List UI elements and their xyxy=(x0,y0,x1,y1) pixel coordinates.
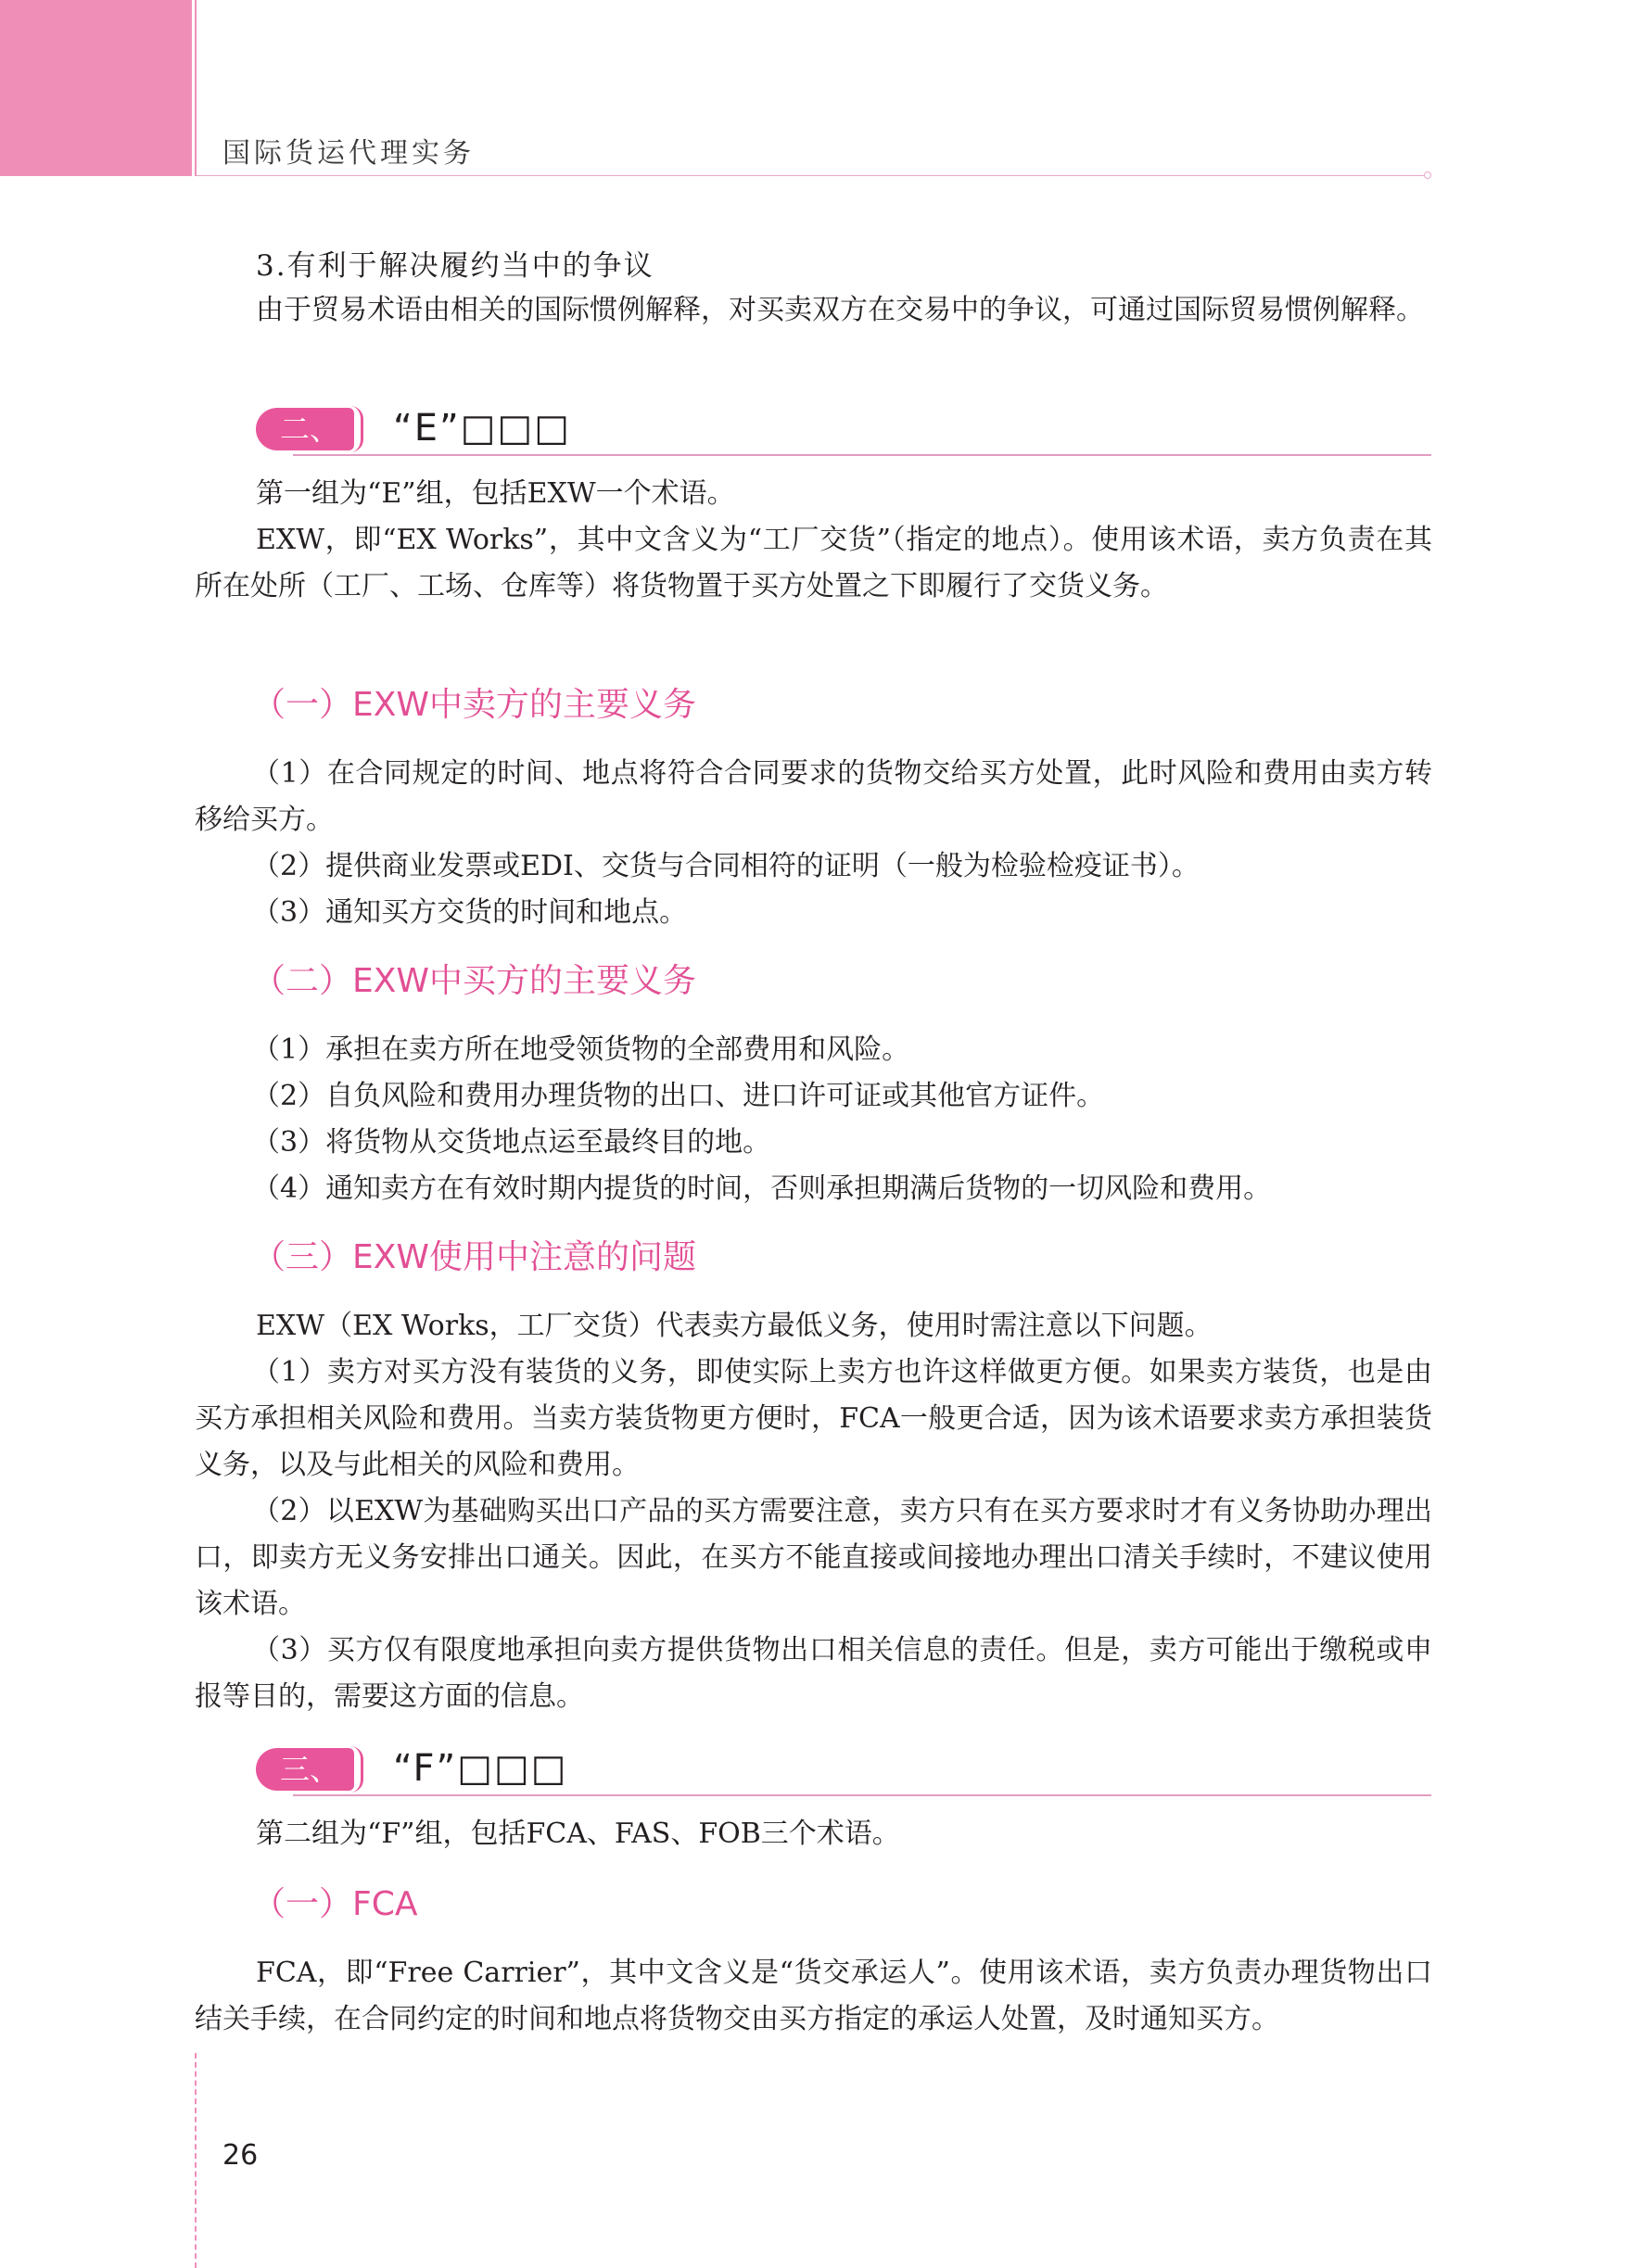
list-item: （4）通知卖方在有效时期内提货的时间，否则承担期满后货物的一切风险和费用。 xyxy=(252,1172,1272,1205)
heading-usage-notes: （三）EXW使用中注意的问题 xyxy=(252,1238,697,1276)
section2-paragraph-1: 第一组为“E”组，包括EXW一个术语。 xyxy=(256,477,735,510)
list-item: （3）将货物从交货地点运至最终目的地。 xyxy=(252,1126,771,1159)
list-item: （2）提供商业发票或EDI、交货与合同相符的证明（一般为检验检疫证书）。 xyxy=(252,850,1200,882)
section-badge: 三、 xyxy=(256,1748,354,1791)
footer-dashed-rule xyxy=(195,2053,197,2268)
header-vertical-rule xyxy=(195,0,197,176)
intro-sub-heading: 3.有利于解决履约当中的争议 xyxy=(256,249,654,283)
heading-seller-obligations: （一）EXW中卖方的主要义务 xyxy=(252,686,697,724)
notes-intro: EXW（EX Works，工厂交货）代表卖方最低义务，使用时需注意以下问题。 xyxy=(256,1310,1213,1342)
section-title: “F”□□□ xyxy=(393,1747,568,1790)
page-number: 26 xyxy=(222,2139,259,2172)
section-badge: 二、 xyxy=(256,408,354,450)
section-rule xyxy=(293,454,1431,456)
section-rule xyxy=(293,1794,1431,1796)
fca-paragraph: FCA，即“Free Carrier”，其中文含义是“货交承运人”。使用该术语，卖方负责办理货物出口结关手续，在合同约定的时间和地点将货物交由买方指定的承运人处置，及时通知买方。 xyxy=(195,1957,1432,2035)
header-rule-dot xyxy=(1424,171,1431,179)
header-rule xyxy=(197,175,1426,176)
list-item: （1）卖方对买方没有装货的义务，即使实际上卖方也许这样做更方便。如果卖方装货，也是由买方承担相关风险和费用。当卖方装货物更方便时，FCA一般更合适，因为该术语要求卖方承担装货义务，以及与此相关的风险和费用。 xyxy=(195,1356,1432,1481)
section3-paragraph-1: 第二组为“F”组，包括FCA、FAS、FOB三个术语。 xyxy=(256,1818,900,1850)
section2-paragraph-2: EXW，即“EX Works”，其中文含义为“工厂交货”（指定的地点）。使用该术语，卖方负责在其所在处所（工厂、工场、仓库等）将货物置于买方处置之下即履行了交货义务。 xyxy=(195,524,1432,602)
header-color-block xyxy=(0,0,192,176)
list-item: （1）在合同规定的时间、地点将符合合同要求的货物交给买方处置，此时风险和费用由卖方转移给买方。 xyxy=(195,757,1432,836)
list-item: （1）承担在卖方所在地受领货物的全部费用和风险。 xyxy=(252,1033,910,1066)
list-item: （3）买方仅有限度地承担向卖方提供货物出口相关信息的责任。但是，卖方可能出于缴税或申报等目的，需要这方面的信息。 xyxy=(195,1634,1432,1713)
heading-buyer-obligations: （二）EXW中买方的主要义务 xyxy=(252,962,697,1000)
heading-fca: （一）FCA xyxy=(252,1885,418,1923)
running-header-title: 国际货运代理实务 xyxy=(222,137,475,170)
section-title: “E”□□□ xyxy=(393,407,572,450)
list-item: （3）通知买方交货的时间和地点。 xyxy=(252,896,688,929)
intro-paragraph: 由于贸易术语由相关的国际惯例解释，对买卖双方在交易中的争议，可通过国际贸易惯例解释。 xyxy=(256,294,1424,326)
list-item: （2）以EXW为基础购买出口产品的买方需要注意，卖方只有在买方要求时才有义务协助办理出口，即卖方无义务安排出口通关。因此，在买方不能直接或间接地办理出口清关手续时，不建议使用该术语。 xyxy=(195,1495,1432,1620)
list-item: （2）自负风险和费用办理货物的出口、进口许可证或其他官方证件。 xyxy=(252,1080,1105,1112)
